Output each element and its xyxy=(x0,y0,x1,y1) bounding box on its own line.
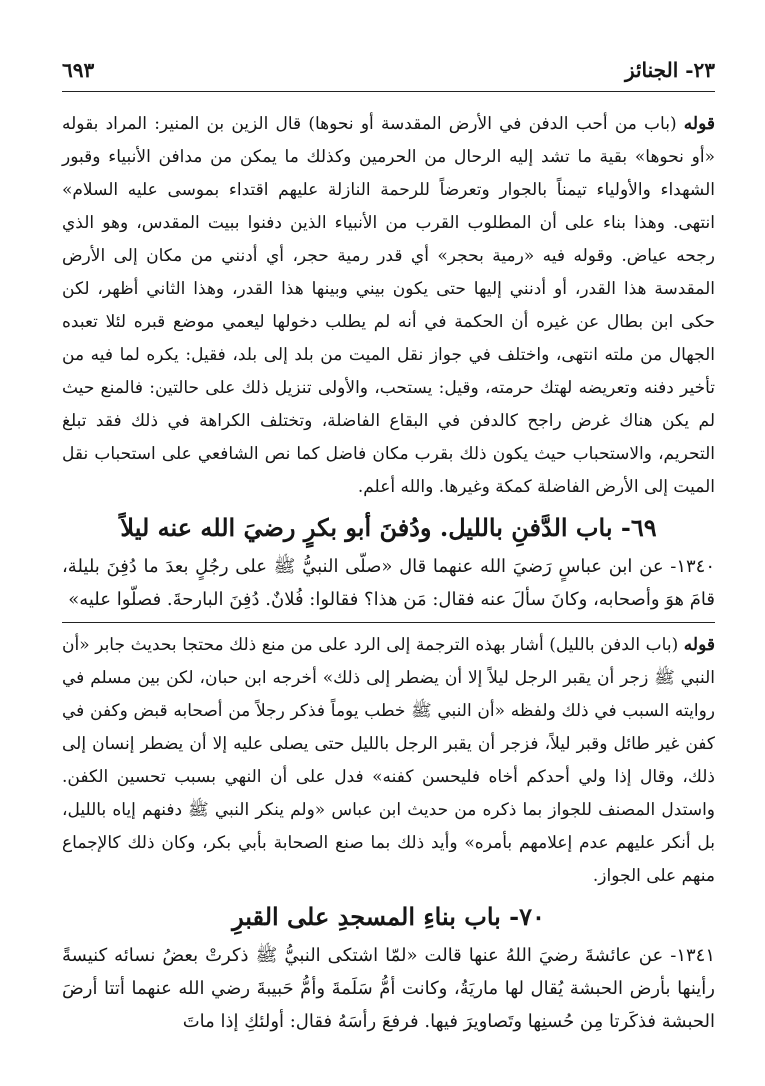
hadith-1341: ١٣٤١- عن عائشةَ رضيَ اللهُ عنها قالت «لمّا اشتكى النبيُّ ﷺ ذكرتْ بعضُ نسائه كنيسةً رأينها بأرض الحبشة يُقال لها ماريَةُ، وكانت أمُّ سَلَمةَ وأمُّ حَبيبةَ رضي الله عنهما أتتا أرضَ الحبشة فذكَرتا مِن حُسنِها وتَصاويرَ فيها. فرفعَ رأسَهُ فقال: أولئكِ إذا ماتَ xyxy=(62,945,715,1032)
header-rule xyxy=(62,91,715,92)
hadith-1340: ١٣٤٠- عن ابن عباسٍ رَضيَ الله عنهما قال «صلّى النبيُّ ﷺ على رجُلٍ بعدَ ما دُفِنَ بليلة، قامَ هوَ وأصحابه، وكانَ سألَ عنه فقال: مَن هذا؟ فقالوا: فُلانٌ. دُفِنَ البارحةَ. فصلّوا عليه» xyxy=(62,556,715,610)
page-number: ٦٩٣ xyxy=(62,58,95,82)
page-header xyxy=(62,52,715,92)
running-chapter-title: ٢٣- الجنائز xyxy=(624,58,715,82)
commentary-paragraph xyxy=(62,108,715,504)
section-divider xyxy=(62,622,715,623)
chapter-heading-70: ٧٠- باب بناءِ المسجدِ على القبرِ xyxy=(232,902,545,931)
commentary-lead-word: قوله xyxy=(683,635,715,655)
commentary-lead-word: قوله xyxy=(683,114,715,134)
commentary-paragraph xyxy=(62,629,715,893)
chapter-heading-69: ٦٩- باب الدَّفنِ بالليل. ودُفنَ أبو بكرٍ رضيَ الله عنه ليلاً xyxy=(120,513,657,542)
page-content xyxy=(62,108,715,1038)
commentary-text: (باب الدفن بالليل) أشار بهذه الترجمة إلى الرد على من منع ذلك محتجا بحديث جابر «أن النبي ﷺ زجر أن يقبر الرجل ليلاً إلا أن يضطر إلى ذلك» أخرجه ابن حبان، لكن بين مسلم في روايته السبب في ذلك ولفظه «أن النبي ﷺ خطب يوماً فذكر رجلاً من أصحابه قبض وكفن في كفن غير طائل وقبر ليلاً، فزجر أن يقبر الرجل بالليل حتى يصلى عليه إلا أن يضطر إنسان إلى ذلك، وقال إذا ولي أحدكم أخاه فليحسن كفنه» فدل على أن النهي بسبب تحسين الكفن. واستدل المصنف للجواز بما ذكره من حديث ابن عباس «ولم ينكر النبي ﷺ دفنهم إياه بالليل، بل أنكر عليهم عدم إعلامهم بأمره» وأيد ذلك بما صنع الصحابة بأبي بكر، وكان ذلك كالإجماع منهم على الجواز. xyxy=(62,635,715,886)
commentary-text: (باب من أحب الدفن في الأرض المقدسة أو نحوها) قال الزين بن المنير: المراد بقوله «أو نحوها» بقية ما تشد إليه الرحال من الحرمين وكذلك ما يمكن من مدافن الأنبياء وقبور الشهداء والأولياء تيمناً بالجوار وتعرضاً للرحمة النازلة عليهم اقتداء بموسى عليه السلام» انتهى. وهذا بناء على أن المطلوب القرب من الأنبياء الذين دفنوا ببيت المقدس، وهو الذي رجحه عياض. وقوله فيه «رمية بحجر» أي قدر رمية حجر، أي أدنني من مكان إلى الأرض المقدسة هذا القدر، أو أدنني إليها حتى يكون بيني وبينها هذا القدر، وهذا الثاني أظهر، لكن حكى ابن بطال عن غيره أن الحكمة في أنه لم يطلب دخولها ليعمي موضع قبره لئلا تعبده الجهال من ملته انتهى، واختلف في جواز نقل الميت من بلد إلى بلد، فقيل: يكره لما فيه من تأخير دفنه وتعريضه لهتك حرمته، وقيل: يستحب، والأولى تنزيل ذلك على حالتين: فالمنع حيث لم يكن هناك غرض راجح كالدفن في البقاع الفاضلة، وتختلف الكراهة في ذلك فقد تبلغ التحريم، والاستحباب حيث يكون ذلك بقرب مكان فاضل كما نص الشافعي على استحباب نقل الميت إلى الأرض الفاضلة كمكة وغيرها. والله أعلم. xyxy=(62,114,716,497)
